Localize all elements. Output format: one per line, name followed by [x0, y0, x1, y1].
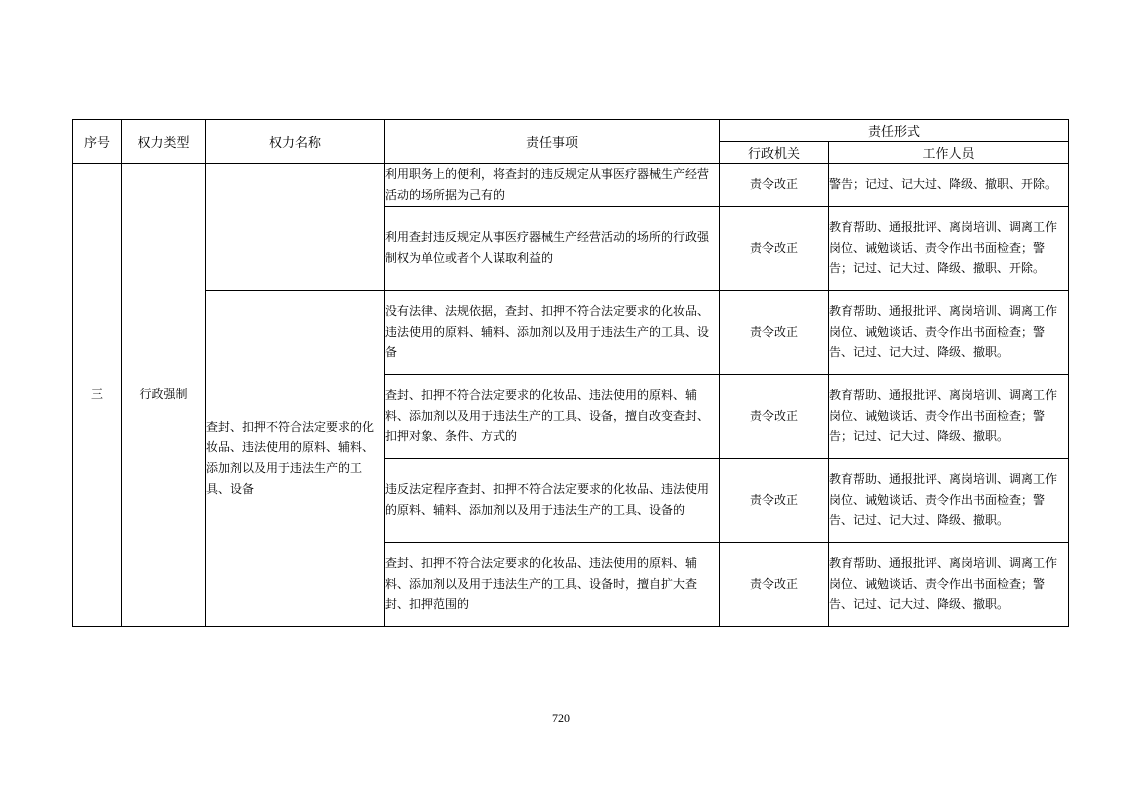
staff-cell: 教育帮助、通报批评、离岗培训、调离工作岗位、诫勉谈话、责令作出书面检查；警告；记过、记大过、降级、撤职、开除。	[829, 206, 1069, 290]
table-row	[73, 164, 1069, 207]
staff-cell: 教育帮助、通报批评、离岗培训、调离工作岗位、诫勉谈话、责令作出书面检查；警告、记过、记大过、降级、撤职。	[829, 458, 1069, 542]
header-responsibility-form: 责任形式	[720, 120, 1069, 142]
power-type-cell: 行政强制	[122, 164, 206, 627]
admin-org-cell: 责令改正	[720, 164, 829, 207]
power-name-cell-2: 查封、扣押不符合法定要求的化妆品、违法使用的原料、辅料、添加剂以及用于违法生产的工具、设备	[206, 290, 385, 626]
duty-cell: 违反法定程序查封、扣押不符合法定要求的化妆品、违法使用的原料、辅料、添加剂以及用于违法生产的工具、设备的	[385, 458, 720, 542]
header-duty: 责任事项	[385, 120, 720, 164]
header-seq: 序号	[73, 120, 122, 164]
table-row	[73, 290, 1069, 374]
admin-org-cell: 责令改正	[720, 374, 829, 458]
admin-org-cell: 责令改正	[720, 206, 829, 290]
power-name-cell-1	[206, 164, 385, 291]
duty-cell: 查封、扣押不符合法定要求的化妆品、违法使用的原料、辅料、添加剂以及用于违法生产的工具、设备，擅自改变查封、扣押对象、条件、方式的	[385, 374, 720, 458]
duty-cell: 利用查封违反规定从事医疗器械生产经营活动的场所的行政强制权为单位或者个人谋取利益的	[385, 206, 720, 290]
duty-cell: 查封、扣押不符合法定要求的化妆品、违法使用的原料、辅料、添加剂以及用于违法生产的工具、设备时，擅自扩大查封、扣押范围的	[385, 542, 720, 626]
duty-cell: 没有法律、法规依据，查封、扣押不符合法定要求的化妆品、违法使用的原料、辅料、添加剂以及用于违法生产的工具、设备	[385, 290, 720, 374]
responsibility-table	[72, 119, 1069, 627]
staff-cell: 教育帮助、通报批评、离岗培训、调离工作岗位、诫勉谈话、责令作出书面检查；警告；记过、记大过、降级、撤职。	[829, 374, 1069, 458]
header-row-1	[73, 120, 1069, 142]
admin-org-cell: 责令改正	[720, 458, 829, 542]
staff-cell: 教育帮助、通报批评、离岗培训、调离工作岗位、诫勉谈话、责令作出书面检查；警告、记过、记大过、降级、撤职。	[829, 290, 1069, 374]
admin-org-cell: 责令改正	[720, 290, 829, 374]
header-staff: 工作人员	[829, 142, 1069, 164]
staff-cell: 警告；记过、记大过、降级、撤职、开除。	[829, 164, 1069, 207]
staff-cell: 教育帮助、通报批评、离岗培训、调离工作岗位、诫勉谈话、责令作出书面检查；警告、记过、记大过、降级、撤职。	[829, 542, 1069, 626]
header-admin-org: 行政机关	[720, 142, 829, 164]
admin-org-cell: 责令改正	[720, 542, 829, 626]
header-power-name: 权力名称	[206, 120, 385, 164]
duty-cell: 利用职务上的便利，将查封的违反规定从事医疗器械生产经营活动的场所据为己有的	[385, 164, 720, 207]
seq-cell: 三	[73, 164, 122, 627]
header-power-type: 权力类型	[122, 120, 206, 164]
page-number: 720	[552, 711, 570, 725]
